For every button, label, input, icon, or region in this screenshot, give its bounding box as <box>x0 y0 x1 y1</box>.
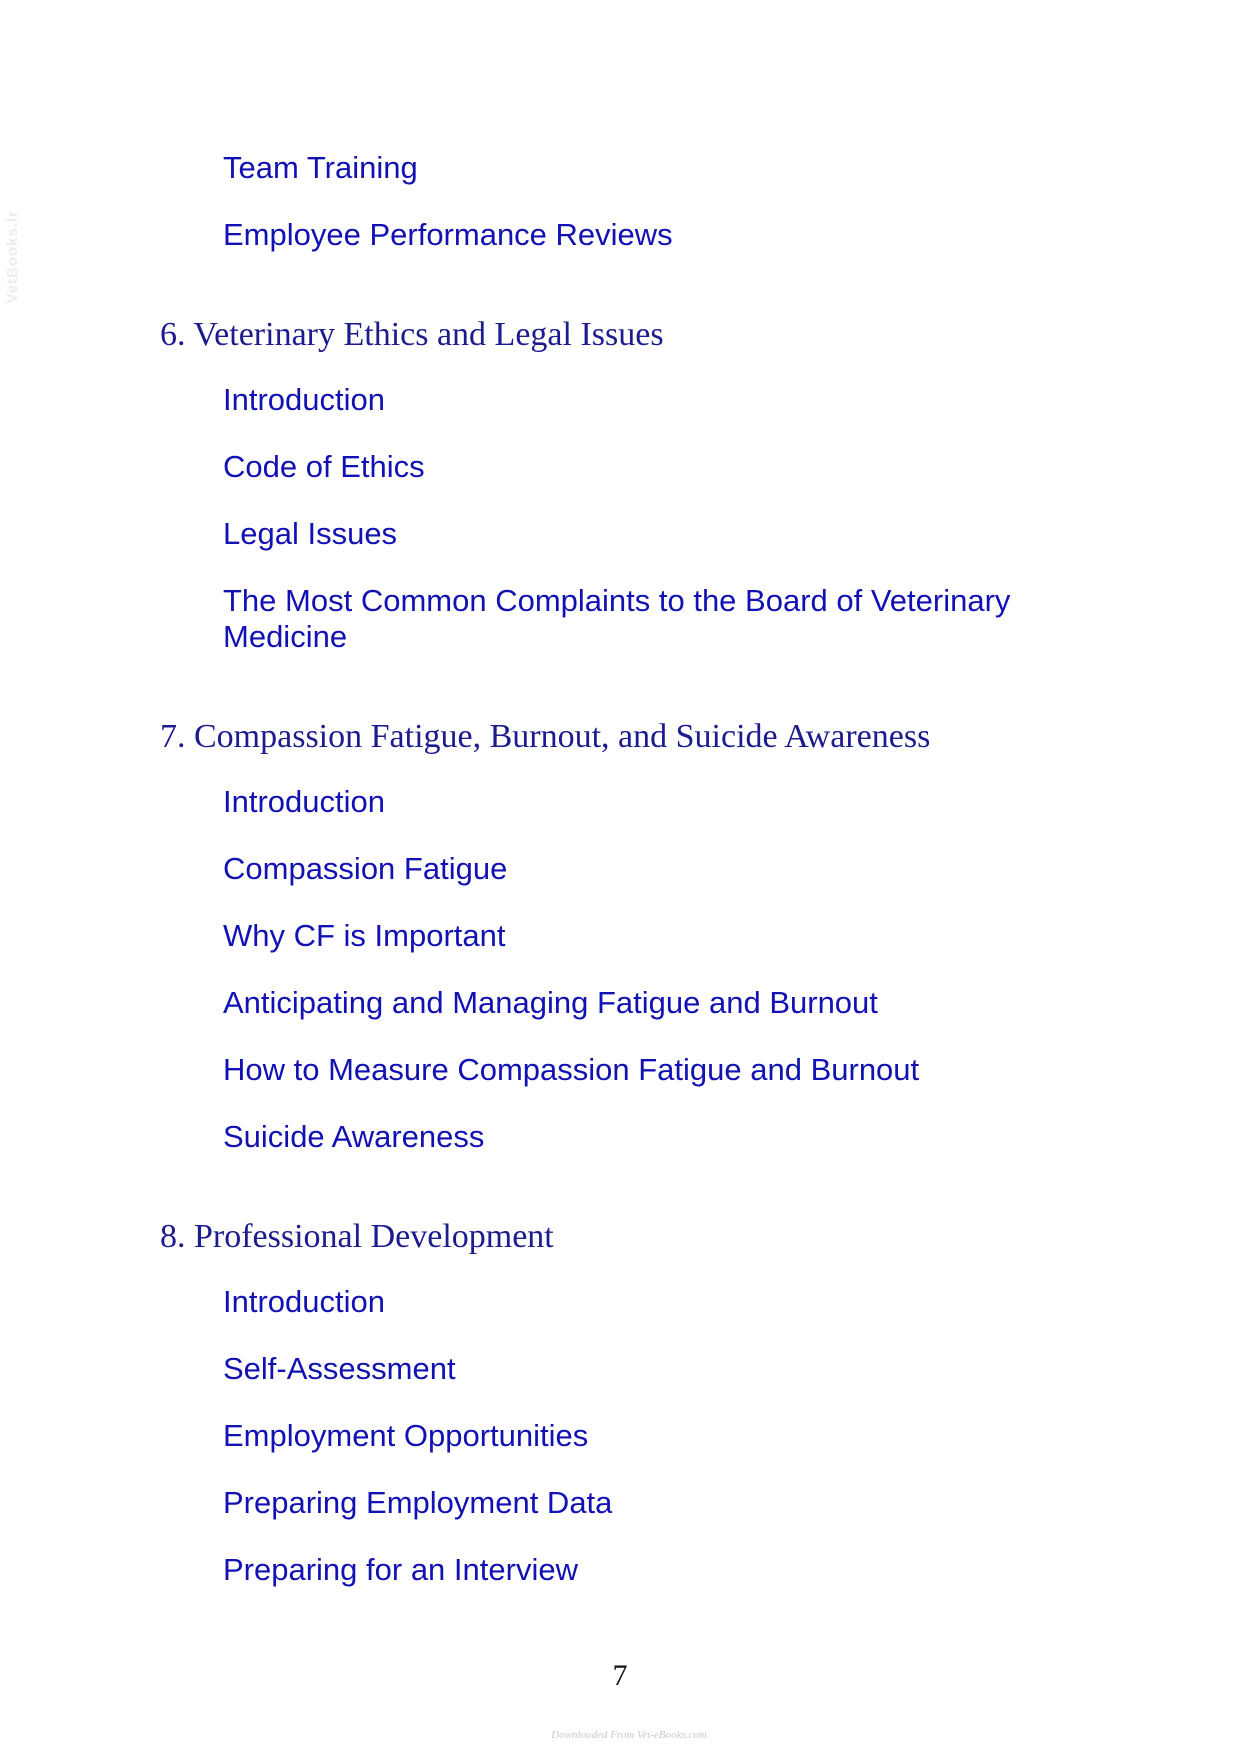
toc-entry[interactable]: Introduction <box>223 784 385 819</box>
toc-entry[interactable]: The Most Common Complaints to the Board of Veterinary Medicine <box>223 583 1011 654</box>
toc-chapter-8 <box>0 1186 1240 1619</box>
page-number: 7 <box>612 1659 628 1692</box>
toc-entry[interactable]: Suicide Awareness <box>223 1119 485 1154</box>
toc-chapter-heading[interactable]: 6. Veterinary Ethics and Legal Issues <box>160 316 664 353</box>
toc-entry[interactable]: Preparing for an Interview <box>223 1552 578 1587</box>
toc-entry[interactable]: Self-Assessment <box>223 1351 456 1386</box>
toc-entry[interactable]: Employee Performance Reviews <box>223 217 673 252</box>
toc-entry[interactable]: Compassion Fatigue <box>223 851 508 886</box>
toc-entry[interactable]: Preparing Employment Data <box>223 1485 613 1520</box>
toc-entry[interactable]: Introduction <box>223 382 385 417</box>
toc-entry[interactable]: Why CF is Important <box>223 918 506 953</box>
toc-chapter-6 <box>0 284 1240 686</box>
toc-chapter-entries <box>0 382 1240 686</box>
toc-chapter-entries <box>0 784 1240 1186</box>
toc-chapter-entries <box>0 1284 1240 1619</box>
toc-entry[interactable]: Legal Issues <box>223 516 398 551</box>
toc-entry[interactable]: How to Measure Compassion Fatigue and Burnout <box>223 1052 920 1087</box>
watermark: VetBooks.ir <box>4 210 21 304</box>
download-footer-note: Downloaded From Vet-eBooks.com <box>551 1729 707 1741</box>
toc-chapter-7 <box>0 686 1240 1186</box>
toc-entry[interactable]: Anticipating and Managing Fatigue and Burnout <box>223 985 878 1020</box>
toc-entry[interactable]: Employment Opportunities <box>223 1418 589 1453</box>
toc-entry[interactable]: Team Training <box>223 150 418 185</box>
toc-entry[interactable]: Code of Ethics <box>223 449 425 484</box>
toc-chapter-heading[interactable]: 8. Professional Development <box>160 1218 554 1255</box>
toc-entry[interactable]: Introduction <box>223 1284 385 1319</box>
continued-entries <box>0 150 1240 284</box>
toc-chapter-heading[interactable]: 7. Compassion Fatigue, Burnout, and Suicide Awareness <box>160 718 931 755</box>
